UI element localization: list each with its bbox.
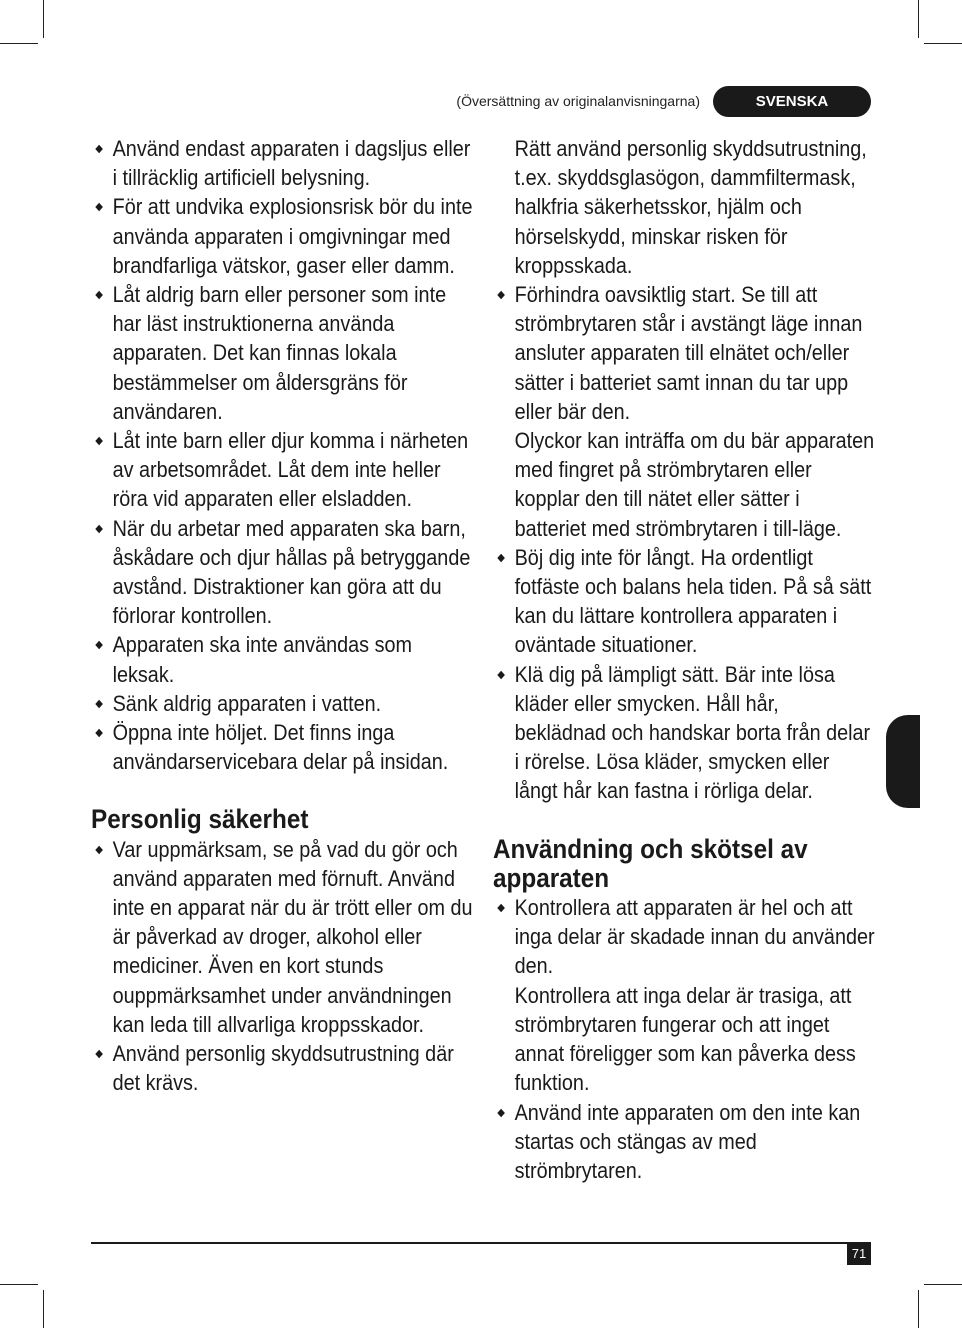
list-item	[91, 630, 473, 688]
list-item-text: Använd inte apparaten om den inte kan startas och stängas av med strömbrytaren.	[514, 1099, 861, 1183]
page-number: 71	[847, 1243, 871, 1265]
bullet-icon	[497, 1108, 505, 1116]
footer-rule	[91, 1242, 871, 1244]
translation-note: (Översättning av originalanvisningarna)	[456, 93, 700, 109]
section-edge-tab	[886, 715, 920, 808]
crop-mark	[43, 1290, 44, 1328]
bullet-icon	[95, 291, 103, 299]
personal-safety-list	[91, 835, 473, 1098]
bullet-icon	[95, 1050, 103, 1058]
general-safety-list	[91, 134, 473, 776]
personal-safety-heading: Personlig säkerhet	[91, 804, 309, 835]
list-item-text: Kontrollera att apparaten är hel och att inga delar är skadade innan du använder den.	[514, 895, 875, 979]
list-item-text: Kontrollera att inga delar är trasiga, att strömbrytaren fungerar och att inget annat föreligger som kan påverka dess funktion.	[514, 982, 856, 1096]
list-item-text: Var uppmärksam, se på vad du gör och använd apparaten med förnuft. Använd inte en apparat när du är trött eller om du är påverkad av droger, alkohol eller mediciner. Även en kort stunds ouppmärksamhet under användningen kan leda till allvarliga kroppsskador.	[112, 836, 473, 1037]
list-item	[91, 192, 473, 280]
list-item-text: Förhindra oavsiktlig start. Se till att strömbrytaren står i avstängt läge innan ansluter apparaten till elnätet och/eller sätter i batteriet samt innan du tar upp eller bär den.	[514, 282, 863, 424]
list-item-text: Öppna inte höljet. Det finns inga användarservicebara delar på insidan.	[112, 720, 449, 775]
right-column	[493, 134, 875, 1185]
use-and-care-list	[493, 893, 875, 1185]
crop-mark	[0, 1284, 38, 1285]
bullet-icon	[95, 437, 103, 445]
left-column	[91, 134, 473, 1098]
list-item-text: Apparaten ska inte användas som leksak.	[112, 632, 412, 687]
bullet-icon	[497, 904, 505, 912]
personal-safety-list-continued	[493, 280, 875, 806]
bullet-icon	[95, 845, 103, 853]
list-item	[493, 660, 875, 806]
list-item-text: När du arbetar med apparaten ska barn, åskådare och djur hållas på betryggande avstånd. Distraktioner kan göra att du förlorar kontrollen.	[112, 515, 471, 629]
language-badge: SVENSKA	[713, 86, 871, 117]
bullet-icon	[95, 203, 103, 211]
crop-mark	[924, 43, 962, 44]
bullet-icon	[497, 291, 505, 299]
list-item	[91, 514, 473, 631]
bullet-icon	[95, 700, 103, 708]
use-and-care-heading: Användning och skötsel av apparaten	[493, 833, 808, 893]
crop-mark	[918, 0, 919, 38]
list-item	[493, 1098, 875, 1186]
list-item	[91, 280, 473, 426]
crop-mark	[0, 43, 38, 44]
list-item-text: Böj dig inte för långt. Ha ordentligt fotfäste och balans hela tiden. På så sätt kan du lättare kontrollera apparaten i oväntade situationer.	[514, 544, 872, 658]
list-item-text: Sänk aldrig apparaten i vatten.	[112, 690, 382, 716]
list-item	[91, 689, 473, 718]
list-item-text: Olyckor kan inträffa om du bär apparaten med fingret på strömbrytaren eller kopplar den till nätet eller sätter i batteriet med strömbrytaren i till-läge.	[514, 428, 875, 541]
list-item-text: Låt inte barn eller djur komma i närheten av arbetsområdet. Låt dem inte heller röra vid apparaten eller elsladden.	[112, 428, 469, 512]
bullet-icon	[497, 670, 505, 678]
list-item	[493, 893, 875, 1097]
bullet-icon	[95, 524, 103, 532]
bullet-icon	[497, 554, 505, 562]
bullet-icon	[95, 641, 103, 649]
list-item-text: Använd endast apparaten i dagsljus eller i tillräcklig artificiell belysning.	[112, 136, 471, 191]
list-item	[91, 426, 473, 514]
continued-paragraph: Rätt använd personlig skyddsutrustning, t.ex. skyddsglasögon, dammfiltermask, halkfria säkerhetsskor, hjälm och hörselskydd, minskar risken för kroppsskada.	[514, 136, 867, 278]
bullet-icon	[95, 145, 103, 153]
crop-mark	[924, 1284, 962, 1285]
list-item	[493, 280, 875, 543]
list-item-text: För att undvika explosionsrisk bör du inte använda apparaten i omgivningar med brandfarliga vätskor, gaser eller damm.	[112, 194, 473, 278]
list-item-text: Använd personlig skyddsutrustning där det krävs.	[112, 1041, 454, 1096]
crop-mark	[918, 1290, 919, 1328]
list-item-text: Klä dig på lämpligt sätt. Bär inte lösa kläder eller smycken. Håll hår, beklädnad och handskar borta från delar i rörelse. Lösa kläder, smycken eller långt hår kan fastna i rörliga delar.	[514, 661, 871, 804]
list-item	[91, 134, 473, 192]
list-item	[91, 1039, 473, 1097]
list-item	[493, 543, 875, 660]
list-item	[91, 718, 473, 776]
bullet-icon	[95, 729, 103, 737]
list-item-text: Låt aldrig barn eller personer som inte har läst instruktionerna använda apparaten. Det kan finnas lokala bestämmelser om åldersgräns för användaren.	[112, 282, 447, 424]
crop-mark	[43, 0, 44, 38]
list-item	[91, 835, 473, 1039]
